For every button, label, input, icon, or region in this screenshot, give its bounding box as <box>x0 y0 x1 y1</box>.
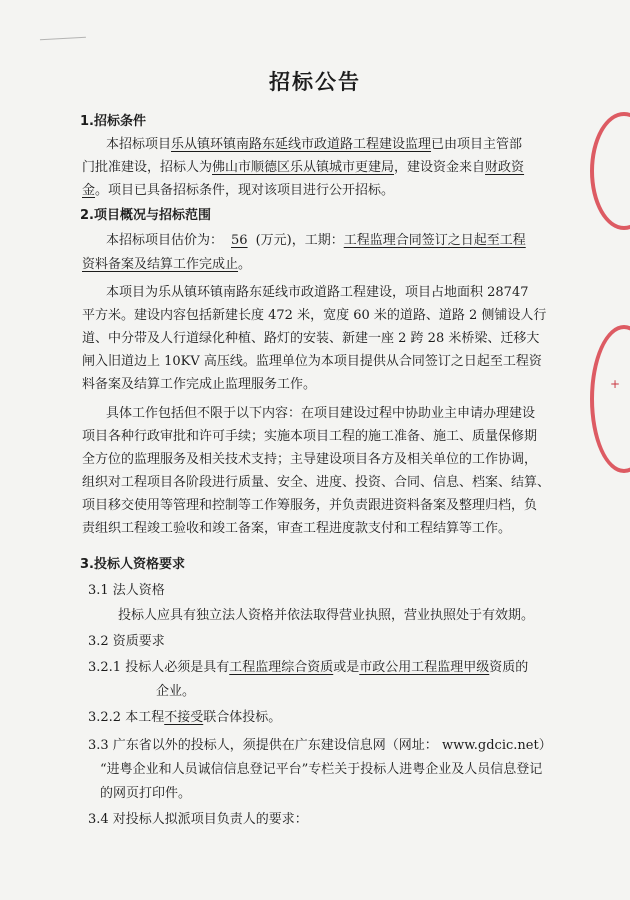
s3-1-heading: 3.1 法人资格 <box>88 583 165 598</box>
work-period-a: 工程监理合同签订之日起至工程 <box>343 233 526 248</box>
s2-para3-line: 具体工作包括但不限于以下内容：在项目建设过程中协助业主申请办理建设 <box>106 406 536 421</box>
s3-2-1-cont: 企业。 <box>156 684 196 699</box>
project-name: 乐从镇环镇南路东延线市政道路工程建设监理 <box>171 137 432 152</box>
s1-line-2: 门批准建设，招标人为佛山市顺德区乐从镇城市更建局，建设资金来自财政资 <box>82 160 525 175</box>
red-seal-bottom <box>590 325 630 473</box>
fund-source-b: 金 <box>82 183 96 198</box>
work-period-b: 资料备案及结算工作完成止 <box>82 257 239 272</box>
s3-3-line-1: 3.3 广东省以外的投标人，须提供在广东建设信息网（网址： www.gdcic.net） <box>88 738 552 753</box>
s2-para3-line: 全方位的监理服务及相关技术支持；主导建设项目各方及相关单位的工作协调， <box>82 452 538 467</box>
s3-4-line: 3.4 对投标人拟派项目负责人的要求： <box>88 812 308 827</box>
s2-para3-line: 组织对工程项目各阶段进行质量、安全、进度、投资、合同、信息、档案、结算、 <box>82 475 551 490</box>
red-seal-top <box>590 112 630 230</box>
s3-2-2-line: 3.2.2 本工程不接受联合体投标。 <box>88 710 282 725</box>
s2-para2-line: 道、中分带及人行道绿化种植、路灯的安装、新建一座 2 跨 28 米桥梁、迁移大 <box>82 331 540 346</box>
s2-para2-line: 料备案及结算工作完成止监理服务工作。 <box>82 377 317 392</box>
s3-1-text: 投标人应具有独立法人资格并依法取得营业执照，营业执照处于有效期。 <box>118 608 535 623</box>
seal-glyph: + <box>610 377 621 391</box>
qualification-b: 市政公用工程监理甲级 <box>359 660 490 675</box>
s2-period-line: 资料备案及结算工作完成止。 <box>82 257 252 272</box>
s2-estimate-line: 本招标项目估价为： 56 (万元)，工期：工程监理合同签订之日起至工程 <box>106 233 526 248</box>
section-1-heading: 1.招标条件 <box>80 114 146 129</box>
s2-para2-line: 闸入旧道边上 10KV 高压线。监理单位为本项目提供从合同签订之日起至工程资 <box>82 354 542 369</box>
s2-para3-line: 项目各种行政审批和许可手续；实施本项目工程的施工准备、施工、质量保修期 <box>82 429 538 444</box>
s3-3-line-2: “进粤企业和人员诚信信息登记平台”专栏关于投标人进粤企业及人员信息登记 <box>100 762 543 777</box>
qualification-a: 工程监理综合资质 <box>229 660 334 675</box>
s2-para2-line: 本项目为乐从镇环镇南路东延线市政道路工程建设，项目占地面积 28747 <box>106 285 529 300</box>
section-2-heading: 2.项目概况与招标范围 <box>80 208 211 223</box>
section-3-heading: 3.投标人资格要求 <box>80 557 185 572</box>
estimate-amount: 56 <box>231 233 248 248</box>
pen-mark <box>40 37 86 42</box>
s2-para3-line: 项目移交使用等管理和控制等工作筹服务，并负责跟进资料备案及整理归档，负 <box>82 498 538 513</box>
s3-2-heading: 3.2 资质要求 <box>88 634 165 649</box>
consortium-not-accepted: 不接受 <box>164 710 204 725</box>
s2-para2-line: 平方米。建设内容包括新建长度 472 米，宽度 60 米的道路、道路 2 侧铺设人行 <box>82 308 547 323</box>
s1-line-3: 金。项目已具备招标条件，现对该项目进行公开招标。 <box>82 183 395 198</box>
s2-para3-line: 责组织工程竣工验收和竣工备案，审查工程进度款支付和工程结算等工作。 <box>82 521 512 536</box>
tenderer-name: 佛山市顺德区乐从镇城市更建局 <box>212 160 395 175</box>
fund-source-a: 财政资 <box>485 160 525 175</box>
s3-2-1-line: 3.2.1 投标人必须是具有工程监理综合资质或是市政公用工程监理甲级资质的 <box>88 660 529 675</box>
page-title: 招标公告 <box>269 70 361 94</box>
s1-line-1: 本招标项目乐从镇环镇南路东延线市政道路工程建设监理已由项目主管部 <box>106 137 523 152</box>
s3-3-line-3: 的网页打印件。 <box>100 786 192 801</box>
